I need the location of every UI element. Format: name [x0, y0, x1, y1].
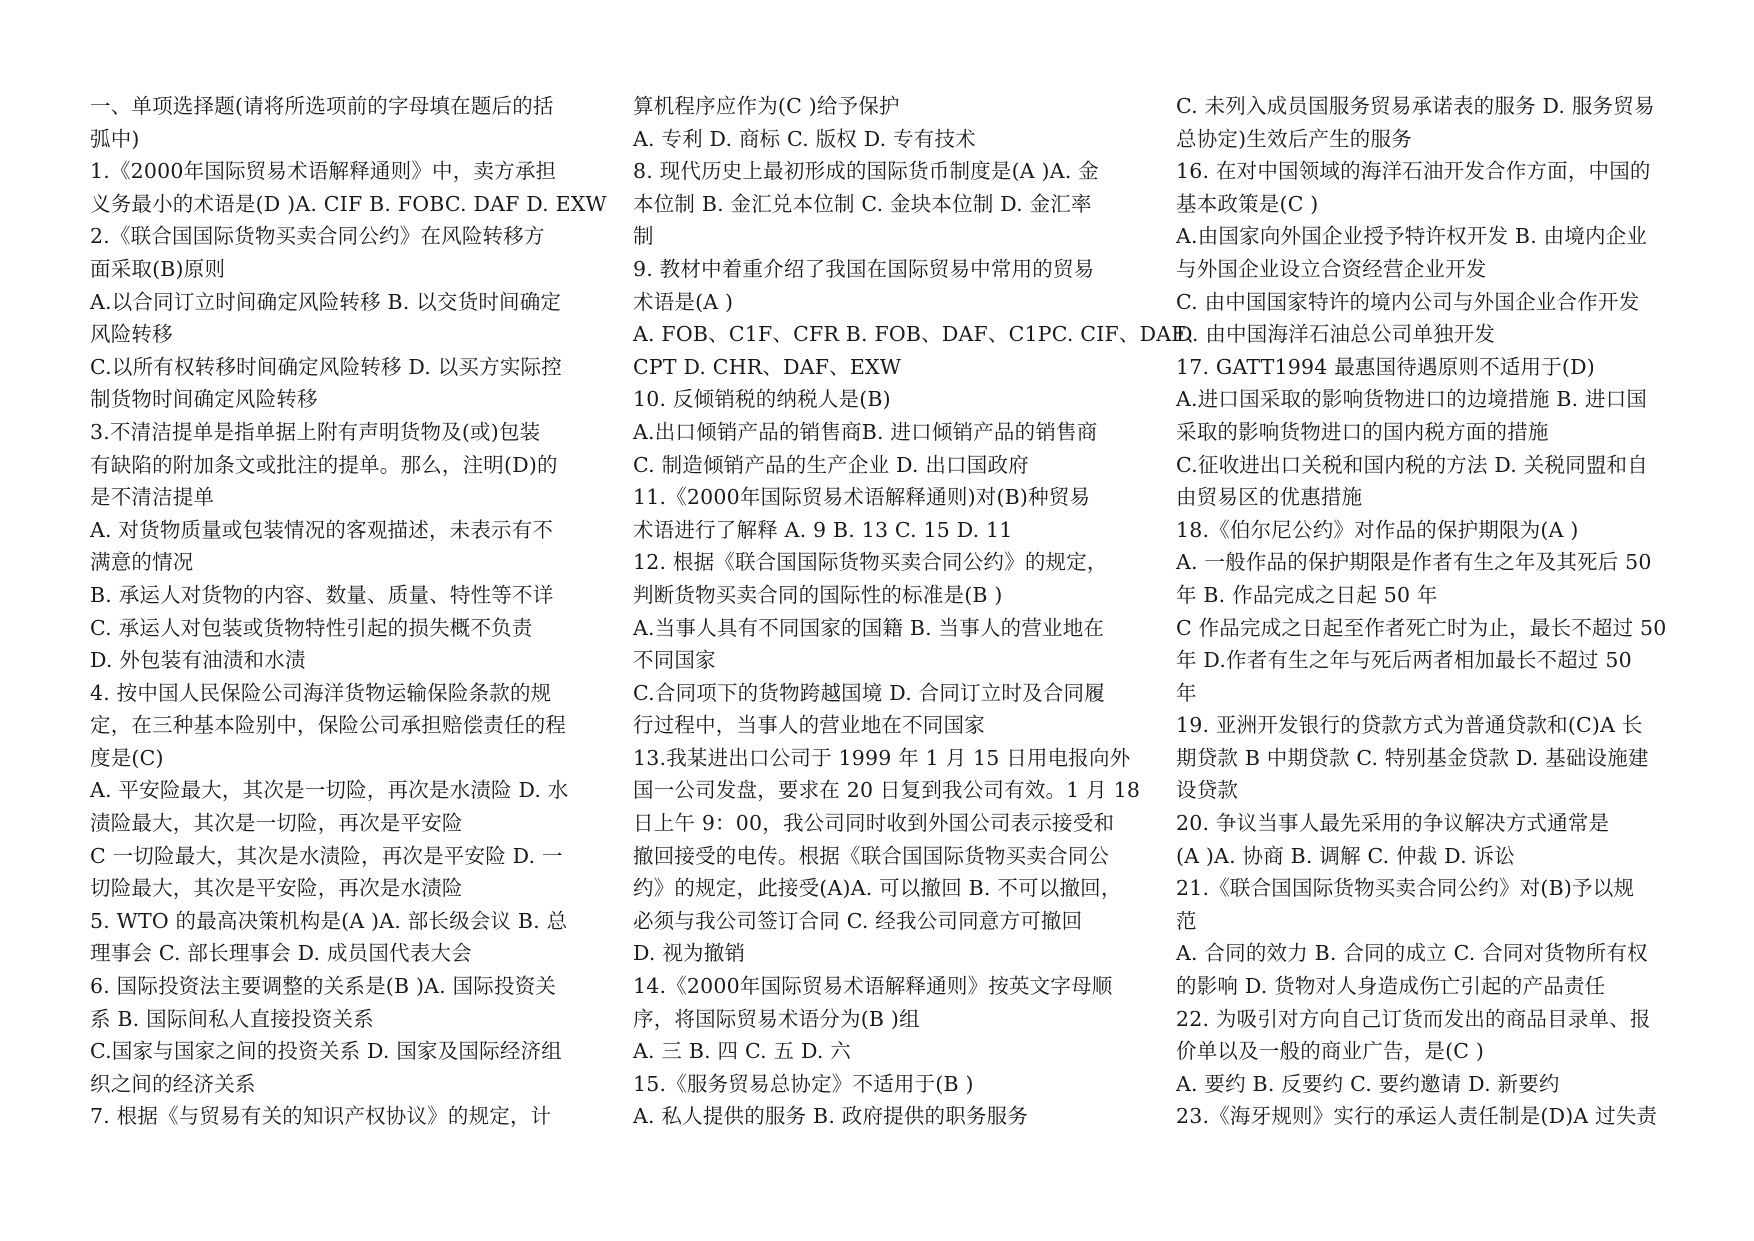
text-line: 20. 争议当事人最先采用的争议解决方式通常是	[1176, 811, 1610, 836]
text-line: C.征收进出口关税和国内税的方法 D. 关税同盟和自	[1176, 452, 1648, 477]
text-line: 15.《服务贸易总协定》不适用于(B )	[633, 1071, 974, 1096]
text-line: 年 D.作者有生之年与死后两者相加最长不超过 50	[1176, 648, 1632, 673]
text-column-right	[1176, 90, 1686, 1133]
text-line: 本位制 B. 金汇兑本位制 C. 金块本位制 D. 金汇率	[633, 191, 1092, 216]
text-line: 价单以及一般的商业广告，是(C )	[1176, 1039, 1485, 1064]
text-line: 算机程序应作为(C )给予保护	[633, 94, 900, 118]
text-line: 义务最小的术语是(D )A. CIF B. FOBC. DAF D. EXW	[90, 191, 607, 216]
text-line: 弧中)	[90, 126, 140, 151]
text-line: A. 专利 D. 商标 C. 版权 D. 专有技术	[633, 126, 976, 151]
text-line: A. 合同的效力 B. 合同的成立 C. 合同对货物所有权	[1176, 941, 1648, 966]
text-line: C.合同项下的货物跨越国境 D. 合同订立时及合同履	[633, 680, 1105, 705]
text-line: 14.《2000年国际贸易术语解释通则》按英文字母顺	[633, 974, 1113, 999]
text-line: C.国家与国家之间的投资关系 D. 国家及国际经济组	[90, 1039, 562, 1064]
text-line: C. 由中国国家特许的境内公司与外国企业合作开发	[1176, 289, 1640, 314]
text-line: A. 对货物质量或包装情况的客观描述，未表示有不	[90, 517, 554, 542]
text-line: 9. 教材中着重介绍了我国在国际贸易中常用的贸易	[633, 256, 1095, 281]
text-line: 必须与我公司签订合同 C. 经我公司同意方可撤回	[633, 908, 1083, 933]
text-line: A. 私人提供的服务 B. 政府提供的职务服务	[633, 1104, 1029, 1129]
text-line: 年 B. 作品完成之日起 50 年	[1176, 582, 1438, 607]
text-line: C 一切险最大，其次是水渍险，再次是平安险 D. 一	[90, 843, 563, 868]
text-line: A. 三 B. 四 C. 五 D. 六	[633, 1039, 852, 1064]
text-line: 系 B. 国际间私人直接投资关系	[90, 1006, 374, 1031]
text-line: A. 要约 B. 反要约 C. 要约邀请 D. 新要约	[1176, 1071, 1560, 1096]
text-line: 日上午 9：00，我公司同时收到外国公司表示接受和	[633, 811, 1115, 836]
text-line: 风险转移	[90, 322, 173, 347]
text-line: C. 未列入成员国服务贸易承诺表的服务 D. 服务贸易	[1176, 94, 1655, 118]
text-line: 8. 现代历史上最初形成的国际货币制度是(A )A. 金	[633, 159, 1099, 184]
text-line: 11.《2000年国际贸易术语解释通则)对(B)种贸易	[633, 485, 1091, 510]
text-line: 10. 反倾销税的纳税人是(B)	[633, 387, 891, 412]
text-line: 采取的影响货物进口的国内税方面的措施	[1176, 419, 1549, 444]
text-line: CPT D. CHR、DAF、EXW	[633, 354, 902, 379]
text-line: 切险最大，其次是平安险，再次是水渍险	[90, 876, 463, 901]
text-line: 设贷款	[1176, 778, 1239, 803]
text-line: A. 一般作品的保护期限是作者有生之年及其死后 50	[1176, 550, 1652, 575]
text-line: 度是(C)	[90, 745, 164, 770]
text-line: 判断货物买卖合同的国际性的标准是(B )	[633, 582, 1003, 607]
text-line: 总协定)生效后产生的服务	[1176, 126, 1412, 151]
text-line: A.当事人具有不同国家的国籍 B. 当事人的营业地在	[633, 615, 1105, 640]
text-line: 3.不清洁提单是指单据上附有声明货物及(或)包装	[90, 419, 541, 444]
text-line: 撤回接受的电传。根据《联合国国际货物买卖合同公	[633, 843, 1110, 868]
text-line: 17. GATT1994 最惠国待遇原则不适用于(D)	[1176, 354, 1595, 379]
text-line: 6. 国际投资法主要调整的关系是(B )A. 国际投资关	[90, 974, 557, 999]
text-line: 面采取(B)原则	[90, 256, 226, 281]
text-line: C.以所有权转移时间确定风险转移 D. 以买方实际控	[90, 354, 562, 379]
text-line: 23.《海牙规则》实行的承运人责任制是(D)A 过失责	[1176, 1104, 1658, 1129]
text-line: B. 承运人对货物的内容、数量、质量、特性等不详	[90, 582, 554, 607]
text-line: 满意的情况	[90, 550, 194, 575]
text-line: 16. 在对中国领域的海洋石油开发合作方面，中国的	[1176, 159, 1651, 184]
text-line: 13.我某进出口公司于 1999 年 1 月 15 日用电报向外	[633, 745, 1131, 770]
text-line: 是不清洁提单	[90, 485, 215, 510]
text-line: 序，将国际贸易术语分为(B )组	[633, 1006, 920, 1031]
text-line: (A )A. 协商 B. 调解 C. 仲裁 D. 诉讼	[1176, 843, 1515, 868]
text-line: D. 视为撤销	[633, 941, 746, 966]
text-line: 2.《联合国国际货物买卖合同公约》在风险转移方	[90, 224, 545, 249]
text-line: 21.《联合国国际货物买卖合同公约》对(B)予以规	[1176, 876, 1635, 901]
text-line: 不同国家	[633, 648, 716, 673]
text-line: D. 外包装有油渍和水渍	[90, 648, 306, 673]
text-line: 约》的规定，此接受(A)A. 可以撤回 B. 不可以撤回，	[633, 876, 1122, 901]
text-column-left	[90, 90, 607, 1133]
text-line: 国一公司发盘，要求在 20 日复到我公司有效。1 月 18	[633, 778, 1141, 803]
text-line: 一、单项选择题(请将所选项前的字母填在题后的括	[90, 94, 554, 118]
text-line: A.出口倾销产品的销售商B. 进口倾销产品的销售商	[633, 419, 1098, 444]
text-line: 1.《2000年国际贸易术语解释通则》中，卖方承担	[90, 159, 557, 184]
text-line: 有缺陷的附加条文或批注的提单。那么，注明(D)的	[90, 452, 558, 477]
text-line: 5. WTO 的最高决策机构是(A )A. 部长级会议 B. 总	[90, 908, 568, 933]
text-line: 与外国企业设立合资经营企业开发	[1176, 256, 1487, 281]
text-line: 期贷款 B 中期贷款 C. 特别基金贷款 D. 基础设施建	[1176, 745, 1649, 770]
text-line: 术语是(A )	[633, 289, 734, 314]
text-line: 22. 为吸引对方向自己订货而发出的商品目录单、报	[1176, 1006, 1651, 1031]
text-line: 渍险最大，其次是一切险，再次是平安险	[90, 811, 463, 836]
text-line: A.以合同订立时间确定风险转移 B. 以交货时间确定	[90, 289, 562, 314]
text-line: A.进口国采取的影响货物进口的边境措施 B. 进口国	[1176, 387, 1648, 412]
text-line: C. 制造倾销产品的生产企业 D. 出口国政府	[633, 452, 1029, 477]
text-line: 18.《伯尔尼公约》对作品的保护期限为(A )	[1176, 517, 1579, 542]
text-line: 织之间的经济关系	[90, 1071, 256, 1096]
text-line: 理事会 C. 部长理事会 D. 成员国代表大会	[90, 941, 472, 966]
text-line: A.由国家向外国企业授予特许权开发 B. 由境内企业	[1176, 224, 1648, 249]
text-line: A. 平安险最大，其次是一切险，再次是水渍险 D. 水	[90, 778, 569, 803]
text-line: 年	[1176, 680, 1197, 705]
text-line: 7. 根据《与贸易有关的知识产权协议》的规定，计	[90, 1104, 552, 1129]
text-line: 基本政策是(C )	[1176, 191, 1319, 216]
text-line: 12. 根据《联合国国际货物买卖合同公约》的规定，	[633, 550, 1108, 575]
text-line: D. 由中国海洋石油总公司单独开发	[1176, 322, 1496, 347]
text-line: 4. 按中国人民保险公司海洋货物运输保险条款的规	[90, 680, 552, 705]
text-line: A. FOB、C1F、CFR B. FOB、DAF、C1PC. CIF、DAF、	[633, 322, 1207, 347]
text-line: 由贸易区的优惠措施	[1176, 485, 1363, 510]
text-line: 的影响 D. 货物对人身造成伤亡引起的产品责任	[1176, 974, 1606, 999]
text-line: 制	[633, 224, 654, 249]
text-line: 19. 亚洲开发银行的贷款方式为普通贷款和(C)A 长	[1176, 713, 1643, 738]
text-line: 制货物时间确定风险转移	[90, 387, 318, 412]
text-line: C. 承运人对包装或货物特性引起的损失概不负责	[90, 615, 533, 640]
text-line: 行过程中，当事人的营业地在不同国家	[633, 713, 985, 738]
text-line: 定，在三种基本险别中，保险公司承担赔偿责任的程	[90, 713, 567, 738]
text-column-middle	[633, 90, 1207, 1133]
text-line: 术语进行了解释 A. 9 B. 13 C. 15 D. 11	[633, 517, 1013, 542]
text-line: C 作品完成之日起至作者死亡时为止，最长不超过 50	[1176, 615, 1667, 640]
text-line: 范	[1176, 908, 1197, 933]
